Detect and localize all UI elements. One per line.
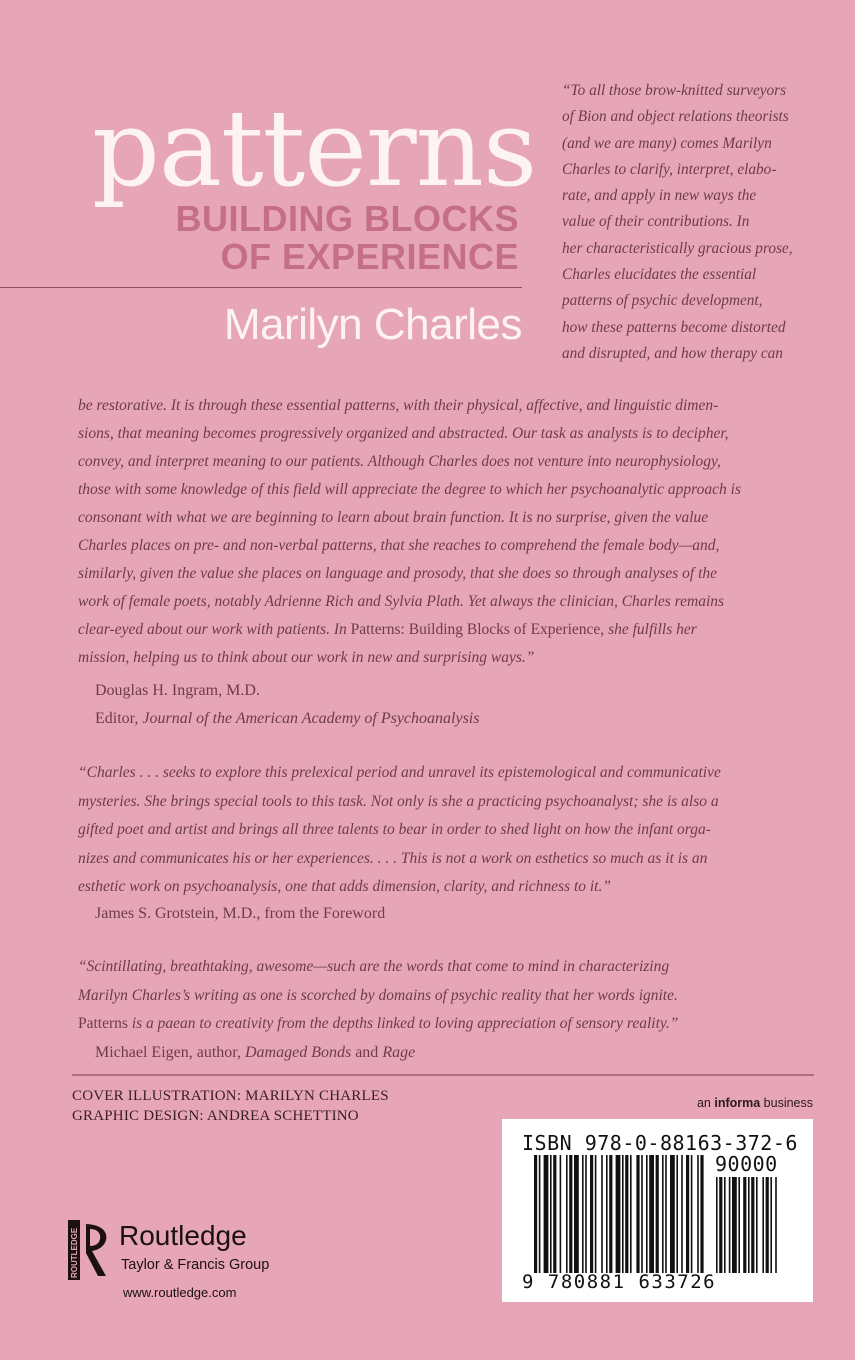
blurb-2-line: nizes and communicates his or her experiences. . . . This is not a work on esthetics so much as it is an — [78, 849, 708, 867]
blurb-2 — [78, 759, 818, 902]
blurb-2-line: esthetic work on psychoanalysis, one that adds dimension, clarity, and richness to it.” — [78, 878, 611, 895]
barcode-icon — [534, 1155, 794, 1285]
blurb-1-column — [562, 78, 822, 367]
title-divider — [0, 287, 522, 288]
routledge-logo-icon — [68, 1220, 112, 1280]
blurb-1-attribution — [95, 677, 479, 733]
attribution-mid: and — [351, 1044, 383, 1061]
book-damaged-bonds: Damaged Bonds — [244, 1044, 352, 1061]
credits-divider — [72, 1074, 814, 1076]
blurb-1-line-post: she fulfills her — [604, 621, 697, 638]
barcode-panel — [502, 1119, 813, 1302]
attribution-pre: Michael Eigen, author, — [95, 1044, 245, 1061]
blurb-1-line: value of their contributions. In — [562, 213, 750, 231]
graphic-design-credit: GRAPHIC DESIGN: ANDREA SCHETTINO — [72, 1108, 359, 1124]
subtitle-line-1: BUILDING BLOCKS — [175, 198, 519, 239]
subtitle-line-2: OF EXPERIENCE — [220, 236, 519, 277]
blurb-2-attribution: James S. Grotstein, M.D., from the Foreword — [95, 905, 386, 922]
cover-illustration-credit: COVER ILLUSTRATION: MARILYN CHARLES — [72, 1088, 389, 1104]
blurb-1-line: sions, that meaning becomes progressively organized and abstracted. Our task as analysts is to decipher, — [78, 425, 729, 442]
logo-vertical-text: ROUTLEDGE — [70, 1227, 79, 1278]
ean-digits: 9 780881 633726 — [522, 1271, 717, 1293]
blurb-1-line: rate, and apply in new ways the — [562, 187, 757, 205]
informa-tagline — [697, 1096, 813, 1110]
blurb-1-line: (and we are many) comes Marilyn — [562, 134, 772, 152]
blurb-1-line: those with some knowledge of this field will appreciate the degree to which her psychoanalytic approach is — [78, 481, 741, 498]
blurb-2-line: “Charles . . . seeks to explore this prelexical period and unravel its epistemological and communicative — [78, 764, 721, 781]
book-subtitle — [176, 200, 520, 276]
informa-post: business — [760, 1096, 813, 1110]
blurb-3-line: “Scintillating, breathtaking, awesome—such are the words that come to mind in characterizing — [78, 958, 670, 975]
blurb-1-line: how these patterns become distorted — [562, 318, 786, 336]
price-addon-number: 90000 — [715, 1152, 778, 1176]
blurb-1-line: Charles to clarify, interpret, elabo- — [562, 160, 777, 178]
blurb-3-attribution — [95, 1039, 415, 1067]
journal-title: Journal of the American Academy of Psychoanalysis — [142, 710, 480, 727]
publisher-name: Routledge — [119, 1220, 247, 1251]
blurb-1-line: be restorative. It is through these essential patterns, with their physical, affective, and linguistic dimen- — [78, 397, 719, 414]
publisher-group: Taylor & Francis Group — [121, 1257, 270, 1273]
attribution-name: Douglas H. Ingram, M.D. — [95, 682, 260, 699]
blurb-2-line: mysteries. She brings special tools to this task. Not only is she a practicing psychoanalyst; she is also a — [78, 792, 719, 810]
informa-pre: an — [696, 1096, 715, 1110]
blurb-3 — [78, 953, 818, 1039]
blurb-1-line: convey, and interpret meaning to our patients. Although Charles does not venture into neurophysiology, — [78, 453, 721, 470]
blurb-1-line-pre: clear-eyed about our work with patients. In — [78, 621, 351, 638]
blurb-1-line: patterns of psychic development, — [562, 292, 763, 310]
blurb-1-line: her characteristically gracious prose, — [562, 239, 793, 257]
blurb-1-line: Charles places on pre- and non-verbal patterns, that she reaches to comprehend the female body—and, — [78, 537, 720, 554]
credits — [72, 1086, 389, 1126]
book-title: patterns — [92, 87, 537, 210]
blurb-1-line: of Bion and object relations theorists — [562, 108, 789, 126]
book-author: Marilyn Charles — [223, 300, 522, 349]
publisher-url[interactable]: www.routledge.com — [123, 1285, 237, 1300]
blurb-1-wide — [78, 392, 818, 672]
blurb-1-line: similarly, given the value she places on language and prosody, that she does so through analyses of the — [78, 565, 718, 582]
attribution-role: Editor, — [95, 710, 143, 727]
blurb-1-line: work of female poets, notably Adrienne Rich and Sylvia Plath. Yet always the clinician, Charles remains — [78, 593, 725, 610]
blurb-1-line: “To all those brow-knitted surveyors — [562, 82, 787, 99]
blurb-3-line: is a paean to creativity from the depths linked to loving appreciation of sensory reality.” — [127, 1015, 679, 1032]
blurb-3-line: Marilyn Charles’s writing as one is scorched by domains of psychic reality that her words ignite. — [78, 986, 678, 1004]
book-title-inline: Patterns: Building Blocks of Experience, — [350, 621, 605, 638]
isbn-number: ISBN 978-0-88163-372-6 — [522, 1131, 798, 1155]
blurb-1-line: Charles elucidates the essential — [562, 266, 757, 284]
blurb-1-line: mission, helping us to think about our work in new and surprising ways.” — [78, 649, 535, 666]
informa-brand: informa — [714, 1096, 761, 1110]
blurb-1-line: consonant with what we are beginning to learn about brain function. It is no surprise, given the value — [78, 509, 709, 526]
book-rage: Rage — [382, 1044, 416, 1061]
book-title-inline: Patterns — [78, 1015, 128, 1032]
blurb-2-line: gifted poet and artist and brings all three talents to bear in order to shed light on how the infant orga- — [78, 821, 711, 838]
blurb-1-line: and disrupted, and how therapy can — [562, 344, 783, 362]
